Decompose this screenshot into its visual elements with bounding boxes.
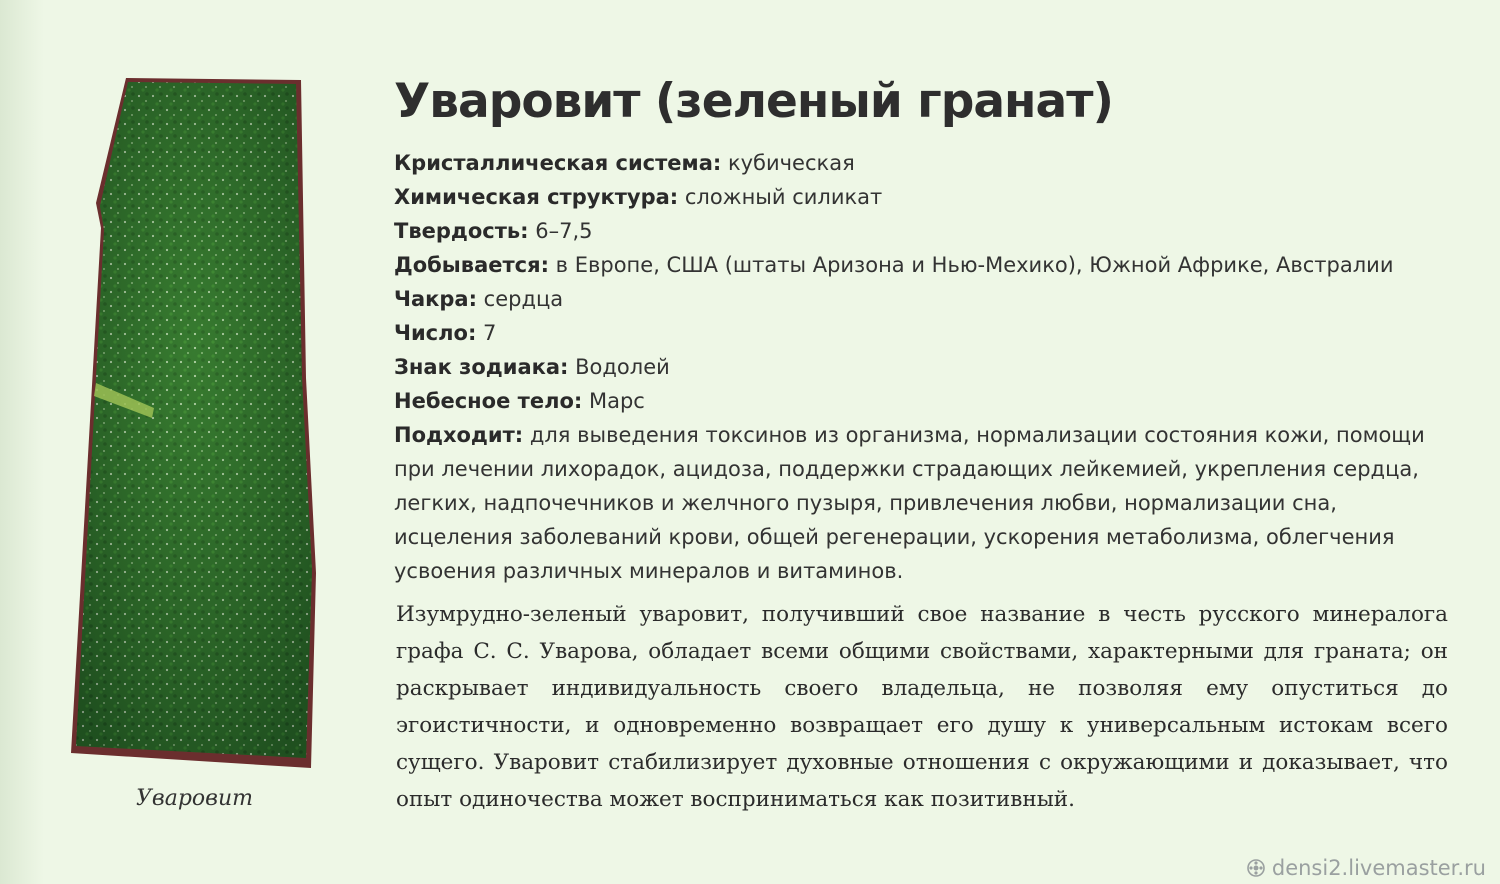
property-label: Твердость: <box>394 219 529 243</box>
property-value: сложный силикат <box>678 185 883 209</box>
property-label: Подходит: <box>394 423 524 447</box>
property-hardness <box>394 214 1454 248</box>
property-label: Число: <box>394 321 477 345</box>
property-suits <box>394 418 1454 588</box>
property-value: Марс <box>582 389 645 413</box>
flower-icon <box>1246 858 1266 878</box>
property-label: Кристаллическая система: <box>394 151 722 175</box>
property-chakra <box>394 282 1454 316</box>
property-number <box>394 316 1454 350</box>
page-title: Уваровит (зеленый гранат) <box>394 74 1113 129</box>
watermark <box>1246 856 1486 880</box>
properties-list <box>394 146 1454 588</box>
image-caption: Уваровит <box>136 786 253 811</box>
watermark-text: densi2.livemaster.ru <box>1271 856 1486 880</box>
property-value: сердца <box>477 287 564 311</box>
property-value: Водолей <box>568 355 670 379</box>
uvarovite-stone-image <box>66 78 326 768</box>
property-chemical-structure <box>394 180 1454 214</box>
property-label: Химическая структура: <box>394 185 679 209</box>
property-value: кубическая <box>721 151 855 175</box>
property-label: Добывается: <box>394 253 549 277</box>
property-value: в Европе, США (штаты Аризона и Нью-Мехико), Южной Африке, Австралии <box>549 253 1394 277</box>
property-value: для выведения токсинов из организма, нормализации состояния кожи, помощи при лечении лихорадок, ацидоза, поддержки страдающих лейкемией, укрепления сердца, легких, надпочечников и желчного пузыря, привлечения любви, нормализации сна, исцеления заболеваний крови, общей регенерации, ускорения метаболизма, облегчения усвоения различных минералов и витаминов. <box>394 423 1425 583</box>
property-mined <box>394 248 1454 282</box>
description-paragraph: Изумрудно-зеленый уваровит, получивший свое название в честь русского минералога графа С. С. Уварова, обладает всеми общими свойствами, характерными для граната; он раскрывает индивидуальность своего владельца, не позволяя ему опуститься до эгоистичности, и одновременно возвращает его душу к универсальным истокам всего сущего. Уваровит стабилизирует духовные отношения с окружающими и доказывает, что опыт одиночества может восприниматься как позитивный. <box>396 602 1448 812</box>
property-crystal-system <box>394 146 1454 180</box>
property-label: Небесное тело: <box>394 389 583 413</box>
property-zodiac <box>394 350 1454 384</box>
property-label: Знак зодиака: <box>394 355 569 379</box>
property-value: 6–7,5 <box>528 219 593 243</box>
property-value: 7 <box>476 321 497 345</box>
page-gutter-shade <box>0 0 44 884</box>
property-label: Чакра: <box>394 287 477 311</box>
property-celestial-body <box>394 384 1454 418</box>
